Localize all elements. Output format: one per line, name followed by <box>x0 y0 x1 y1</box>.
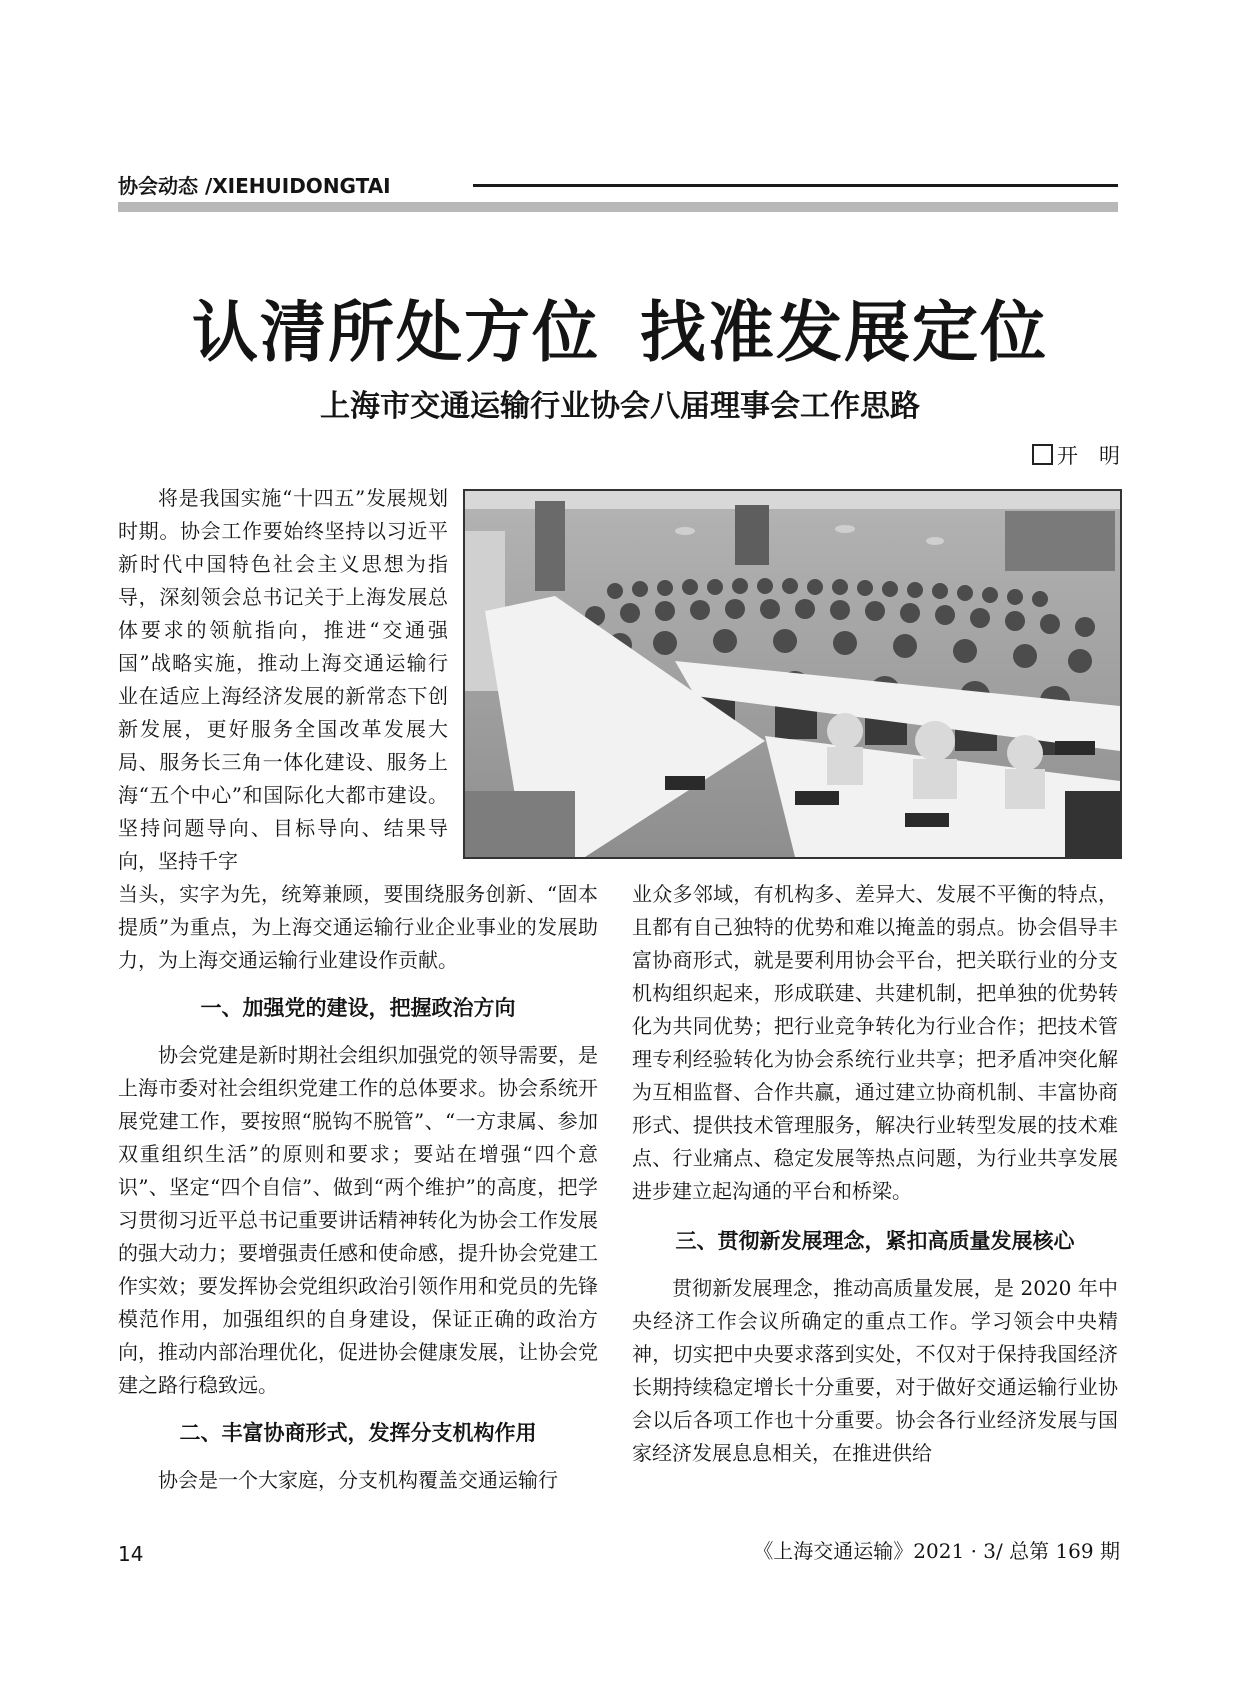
author-box-icon <box>1032 444 1053 465</box>
section-1-heading: 一、加强党的建设，把握政治方向 <box>200 996 516 1020</box>
header-rule <box>473 184 1118 187</box>
header-band <box>118 202 1118 212</box>
section-label: 协会动态 /XIEHUIDONGTAI <box>118 172 405 200</box>
intro-paragraph-bottom: 当头，实字为先，统筹兼顾，要围绕服务创新、“固本提质”为重点，为上海交通运输行业企业事业的发展助力，为上海交通运输行业建设作贡献。 <box>118 882 598 972</box>
issue-info: 《上海交通运输》2021 · 3/ 总第 169 期 <box>753 1539 1120 1563</box>
section-2-body-start: 协会是一个大家庭，分支机构覆盖交通运输行 <box>158 1468 558 1492</box>
section-3-body: 贯彻新发展理念，推动高质量发展，是 2020 年中央经济工作会议所确定的重点工作。学习领会中央精神，切实把中央要求落到实处，不仅对于保持我国经济长期持续稳定增长十分重要，对于做好交通运输行业协会以后各项工作也十分重要。协会各行业经济发展与国家经济发展息息相关，在推进供给 <box>632 1276 1118 1465</box>
section-3-heading: 三、贯彻新发展理念，紧扣高质量发展核心 <box>675 1229 1075 1253</box>
intro-paragraph-top: 将是我国实施“十四五”发展规划时期。协会工作要始终坚持以习近平新时代中国特色社会主义思想为指导，深刻领会总书记关于上海发展总体要求的领航指向，推进“交通强国”战略实施，推动上海交通运输行业在适应上海经济发展的新常态下创新发展，更好服务全国改革发展大局、服务长三角一体化建设、服务上海“五个中心”和国际化大都市建设。坚持问题导向、目标导向、结果导向，坚持千字 <box>118 486 448 873</box>
author-name: 开 明 <box>1057 444 1120 468</box>
conference-photo <box>463 489 1122 859</box>
section-2-body-continued: 业众多邻域，有机构多、差异大、发展不平衡的特点，且都有自己独特的优势和难以掩盖的弱点。协会倡导丰富协商形式，就是要利用协会平台，把关联行业的分支机构组织起来，形成联建、共建机制，把单独的优势转化为共同优势；把行业竞争转化为行业合作；把技术管理专利经验转化为协会系统行业共享；把矛盾冲突化解为互相监督、合作共赢，通过建立协商机制、丰富协商形式、提供技术管理服务，解决行业转型发展的技术难点、行业痛点、稳定发展等热点问题，为行业共享发展进步建立起沟通的平台和桥梁。 <box>632 882 1118 1203</box>
section-1-body: 协会党建是新时期社会组织加强党的领导需要，是上海市委对社会组织党建工作的总体要求。协会系统开展党建工作，要按照“脱钩不脱管”、“一方隶属、参加双重组织生活”的原则和要求；要站在增强“四个意识”、坚定“四个自信”、做到“两个维护”的高度，把学习贯彻习近平总书记重要讲话精神转化为协会工作发展的强大动力；要增强责任感和使命感，提升协会党建工作实效；要发挥协会党组织政治引领作用和党员的先锋模范作用，加强组织的自身建设，保证正确的政治方向，推动内部治理优化，促进协会健康发展，让协会党建之路行稳致远。 <box>118 1043 598 1397</box>
article-subtitle: 上海市交通运输行业协会八届理事会工作思路 <box>320 389 920 424</box>
intro-column-top <box>118 482 448 878</box>
left-column <box>118 878 598 1497</box>
author-line <box>1032 441 1120 471</box>
article-title-part2: 找准发展定位 <box>640 293 1048 371</box>
conference-photo-illustration <box>465 491 1120 857</box>
right-column <box>632 878 1118 1470</box>
article-title-part1: 认清所处方位 <box>192 293 600 371</box>
page-number: 14 <box>118 1542 144 1566</box>
section-2-heading: 二、丰富协商形式，发挥分支机构作用 <box>179 1421 537 1445</box>
article-title <box>0 292 1240 372</box>
section-header <box>118 172 1118 212</box>
